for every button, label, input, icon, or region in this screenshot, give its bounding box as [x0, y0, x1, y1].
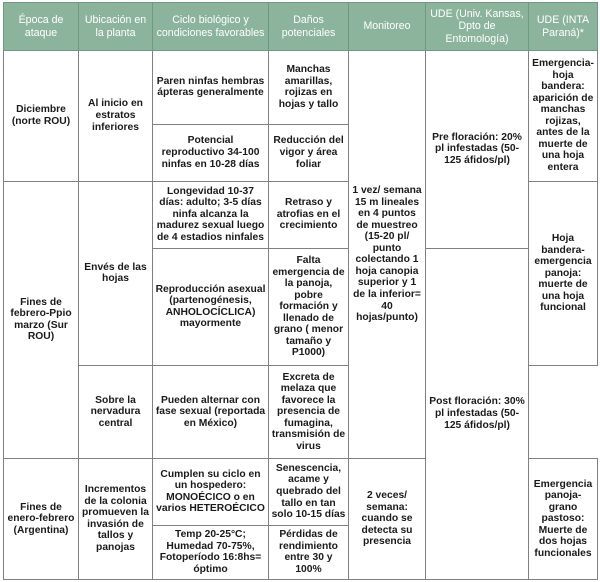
column-header-ude-kansas: UDE (Univ. Kansas, Dpto de Entomología)	[426, 3, 529, 51]
table-header	[4, 3, 598, 51]
cell-ciclo-potencial-reproductivo: Potencial reproductivo 34-100 ninfas en 10-28 días	[153, 124, 269, 181]
cell-epoca-fines-enero: Fines de enero-febrero (Argentina)	[4, 458, 79, 579]
column-header-danos-potenciales: Daños potenciales	[269, 3, 349, 51]
cell-ciclo-temp-humedad: Temp 20-25°C; Humedad 70-75%, Fotoperíodo 16:8hs= óptimo	[153, 525, 269, 579]
cell-danos-perdidas-rendimiento: Pérdidas de rendimiento entre 30 y 100%	[269, 525, 349, 579]
column-header-epoca-de-ataque: Época de ataque	[4, 3, 79, 51]
cell-danos-manchas: Manchas amarillas, rojizas en hojas y tallo	[269, 51, 349, 125]
cell-ciclo-fase-sexual: Pueden alternar con fase sexual (reportada en México)	[153, 366, 269, 458]
cell-ude-inta-emergencia-hoja-bandera: Emergencia-hoja bandera: aparición de manchas rojizas, antes de la muerte de una hoja entera	[529, 51, 598, 182]
cell-danos-falta-emergencia: Falta emergencia de la panoja, pobre formación y llenado de grano ( menor tamaño y P1000)	[269, 248, 349, 366]
cell-danos-reduccion-vigor: Reducción del vigor y área foliar	[269, 124, 349, 181]
table-body	[4, 51, 598, 580]
cell-ude-kansas-post-floracion: Post floración: 30% pl infestadas (50-125 áfidos/pl)	[426, 248, 529, 579]
cell-ude-inta-hoja-bandera-emergencia: Hoja bandera-emergencia panoja: muerte de una hoja funcional	[529, 181, 598, 366]
column-header-ciclo-biologico: Ciclo biológico y condiciones favorables	[153, 3, 269, 51]
cell-epoca-fines-febrero: Fines de febrero-Ppio marzo (Sur ROU)	[4, 181, 79, 458]
cell-ciclo-hospedero: Cumplen su ciclo en un hospedero: MONOÉCICO o en varios HETEROÉCICO	[153, 458, 269, 525]
cell-ubicacion-enves-hojas: Envés de las hojas	[79, 181, 153, 366]
cell-monitoreo-2-veces-semana: 2 veces/ semana: cuando se detecta su presencia	[349, 458, 426, 579]
cell-danos-excreta-melaza: Excreta de melaza que favorece la presencia de fumagina, transmisión de virus	[269, 366, 349, 458]
aphid-monitoring-table	[3, 2, 598, 580]
cell-ciclo-paren-ninfas: Paren ninfas hembras ápteras generalmente	[153, 51, 269, 125]
table-row	[4, 51, 598, 125]
column-header-ubicacion-en-la-planta: Ubicación en la planta	[79, 3, 153, 51]
cell-danos-retraso-atrofias: Retraso y atrofias en el crecimiento	[269, 181, 349, 248]
cell-ubicacion-estratos-inferiores: Al inicio en estratos inferiores	[79, 51, 153, 182]
cell-ude-kansas-pre-floracion: Pre floración: 20% pl infestadas (50-125 áfidos/pl)	[426, 51, 529, 249]
cell-ciclo-reproduccion-asexual: Reproducción asexual (partenogénesis, ANHOLOCÍCLICA) mayormente	[153, 248, 269, 366]
header-row	[4, 3, 598, 51]
cell-monitoreo-1-vez-semana: 1 vez/ semana 15 m lineales en 4 puntos de muestreo (15-20 pl/ punto colectando 1 hoja canopia superior y 1 de la inferior= 40 hojas/punto)	[349, 51, 426, 459]
cell-ubicacion-incrementos-colonia: Incrementos de la colonia promueven la invasión de tallos y panojas	[79, 458, 153, 579]
cell-ciclo-longevidad: Longevidad 10-37 días: adulto; 3-5 días ninfa alcanza la madurez sexual luego de 4 estadios ninfales	[153, 181, 269, 248]
cell-ude-inta-emergencia-panoja: Emergencia panoja-grano pastoso: Muerte de dos hojas funcionales	[529, 458, 598, 579]
cell-epoca-diciembre: Diciembre (norte ROU)	[4, 51, 79, 182]
column-header-ude-inta-parana: UDE (INTA Paraná)*	[529, 3, 598, 51]
cell-ubicacion-nervadura-central: Sobre la nervadura central	[79, 366, 153, 458]
column-header-monitoreo: Monitoreo	[349, 3, 426, 51]
cell-danos-senescencia: Senescencia, acame y quebrado del tallo en tan solo 10-15 días	[269, 458, 349, 525]
